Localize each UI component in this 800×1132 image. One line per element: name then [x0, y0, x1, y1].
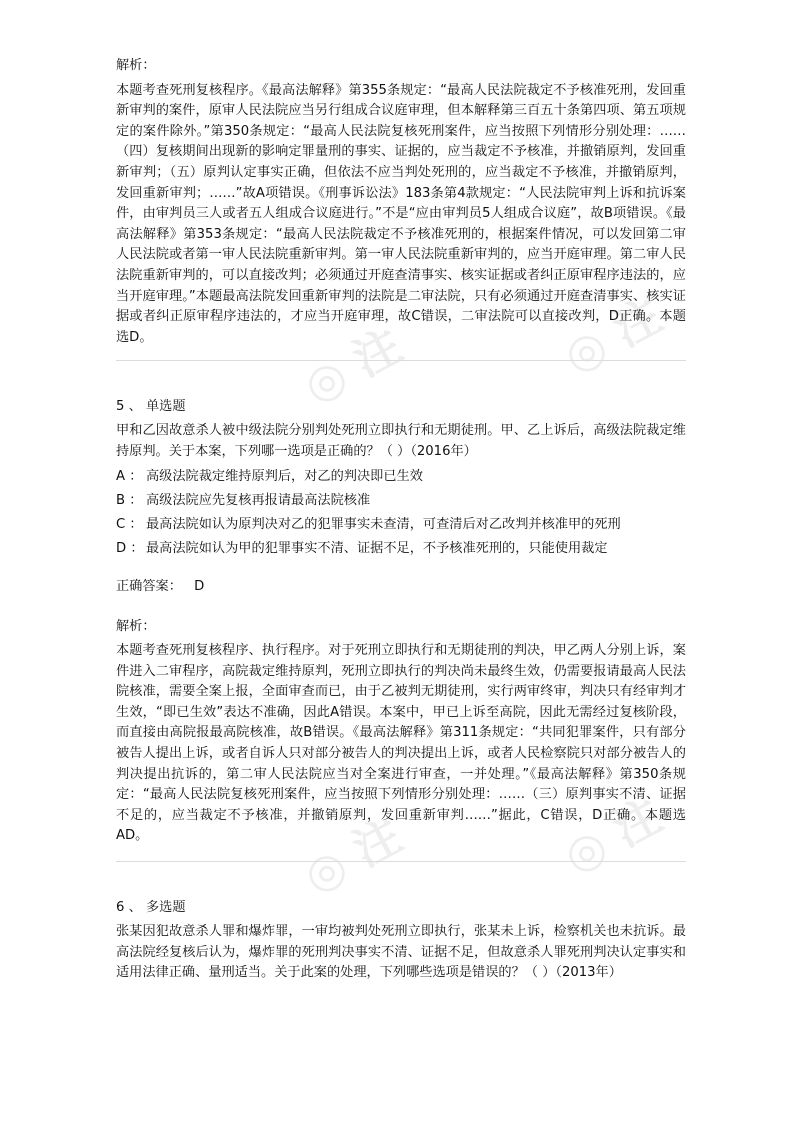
question-stem: 张某因犯故意杀人罪和爆炸罪，一审均被判处死刑立即执行，张某未上诉，检察机关也未抗诉。最高法院经复核后认为，爆炸罪的死刑判决事实不清、证据不足，但故意杀人罪死刑判决认定事实和适用法律正确、量刑适当。关于此案的处理，下列哪些选项是错误的？（ ）（2013年） [116, 924, 686, 981]
option-b [116, 491, 686, 511]
watermark: ◎ 注 [294, 317, 411, 414]
option-key: A ： [116, 468, 143, 484]
option-a [116, 467, 686, 487]
option-key: C ： [116, 516, 143, 532]
question-6 [116, 898, 686, 984]
option-text: 高级法院应先复核再报请最高法院核准 [146, 492, 371, 508]
divider [116, 360, 686, 361]
question-number: 5 、 单选题 [116, 399, 186, 415]
option-text: 最高法院如认为原判决对乙的犯罪事实未查清，可查清后对乙改判并核准甲的死刑 [146, 516, 621, 532]
correct-answer [116, 577, 686, 597]
question-stem: 甲和乙因故意杀人被中级法院分别判处死刑立即执行和无期徒刑。甲、乙上诉后，高级法院裁定维持原判。关于本案，下列哪一选项是正确的？（ ）（2016年） [116, 423, 686, 459]
answer-label: 正确答案： [116, 578, 182, 594]
option-list [116, 467, 686, 559]
option-key: D ： [116, 540, 144, 556]
answer-value: D [194, 578, 205, 594]
question-number: 6 、 多选题 [116, 900, 186, 916]
analysis-label: 解析： [116, 618, 156, 634]
option-text: 高级法院裁定维持原判后，对乙的判决即已生效 [146, 468, 423, 484]
watermark: ◎ 注 [554, 287, 671, 384]
analysis-label: 解析： [116, 58, 156, 73]
watermark: ◎ 注 [554, 787, 671, 884]
option-text: 最高法院如认为甲的犯罪事实不清、证据不足，不予核准死刑的，只能使用裁定 [146, 540, 608, 556]
option-c [116, 515, 686, 535]
watermark: ◎ 注 [294, 807, 411, 904]
option-key: B ： [116, 492, 143, 508]
analysis-text: 本题考查死刑复核程序。《最高法解释》第355条规定：“最高人民法院裁定不予核准死刑，发回重新审判的案件，原审人民法院应当另行组成合议庭审理，但本解释第三百五十条第四项、第五项规定的案件除外。”第350条规定：“最高人民法院复核死刑案件，应当按照下列情形分别处理：……（四）复核期间出现新的影响定罪量刑的事实、证据的，应当裁定不予核准，并撤销原判，发回重新审判；（五）原判认定事实正确，但依法不应当判处死刑的，应当裁定不予核准，并撤销原判，发回重新审判；……”故A项错误。《刑事诉讼法》183条第4款规定：“人民法院审判上诉和抗诉案件，由审判员三人或者五人组成合议庭进行。”不是“应由审判员5人组成合议庭”，故B项错误。《最高法解释》第353条规定：“最高人民法院裁定不予核准死刑的，根据案件情况，可以发回第二审人民法院或者第一审人民法院重新审判。第一审人民法院重新审判的，应当开庭审理。第二审人民法院重新审判的，可以直接改判；必须通过开庭查清事实、核实证据或者纠正原审程序违法的，应当开庭审理。”本题最高法院发回重新审判的法院是二审法院，只有必须通过开庭查清事实、核实证据或者纠正原审程序违法的，才应当开庭审理，故C错误，二审法院可以直接改判，D正确。本题选D。 [116, 82, 686, 345]
option-d [116, 539, 686, 559]
analysis-text: 本题考查死刑复核程序、执行程序。对于死刑立即执行和无期徒刑的判决，甲乙两人分别上诉，案件进入二审程序，高院裁定维持原判，死刑立即执行的判决尚未最终生效，仍需要报请最高人民法院核准，需要全案上报，全面审查而已，由于乙被判无期徒刑，实行两审终审，判决只有经审判才生效，“即已生效”表达不准确，因此A错误。本案中，甲已上诉至高院，因此无需经过复核阶段，而直接由高院报最高院核准，故B错误。《最高法解释》第311条规定：“共同犯罪案件，只有部分被告人提出上诉，或者自诉人只对部分被告人的判决提出上诉，或者人民检察院只对部分被告人的判决提出抗诉的，第二审人民法院应当对全案进行审查，一并处理。”《最高法解释》第350条规定：“最高人民法院复核死刑案件，应当按照下列情形分别处理：……（三）原判事实不清、证据不足的，应当裁定不予核准，并撤销原判，发回重新审判……”据此，C错误，D正确。本题选AD。 [116, 643, 686, 844]
question-5 [116, 397, 686, 847]
divider [116, 861, 686, 862]
document-page [116, 56, 686, 984]
